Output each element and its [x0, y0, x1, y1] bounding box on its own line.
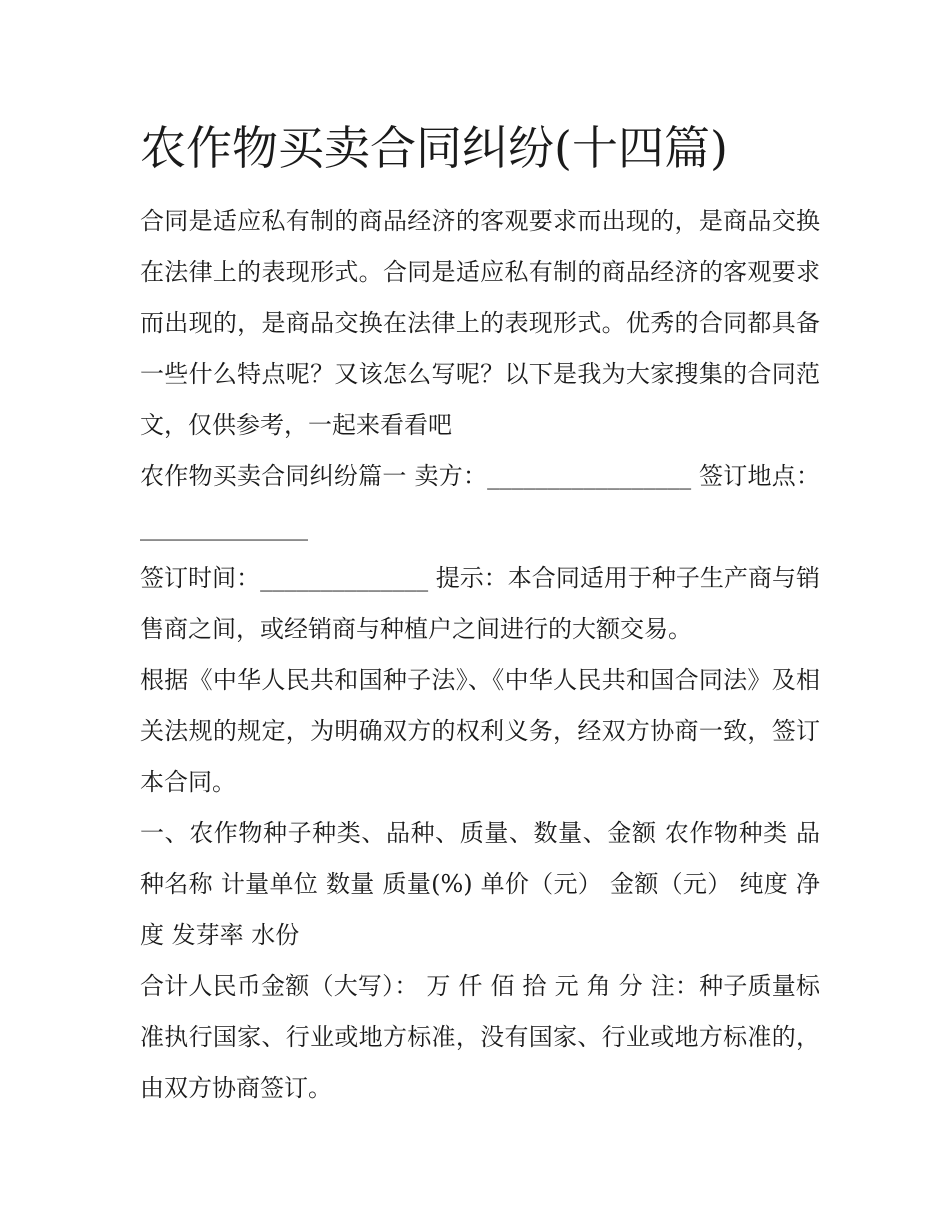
paragraph-seed-spec: 一、农作物种子种类、品种、质量、数量、金额 农作物种类 品种名称 计量单位 数量 质量(%) 单价（元） 金额（元） 纯度 净度 发芽率 水份 — [140, 819, 820, 949]
document-title: 农作物买卖合同纠纷(十四篇) — [140, 121, 728, 175]
paragraph-intro: 合同是适应私有制的商品经济的客观要求而出现的，是商品交换在法律上的表现形式。合同是适应私有制的商品经济的客观要求而出现的，是商品交换在法律上的表现形式。优秀的合同都具备一些什么特点呢？又该怎么写呢？以下是我为大家搜集的合同范文，仅供参考，一起来看看吧 — [140, 207, 820, 439]
paragraph-sign-time: 签订时间：______________ 提示：本合同适用于种子生产商与销售商之间，或经销商与种植户之间进行的大额交易。 — [140, 564, 820, 643]
paragraph-total-amount: 合计人民币金额（大写）： 万 仟 佰 拾 元 角 分 注：种子质量标准执行国家、行业或地方标准，没有国家、行业或地方标准的，由双方协商签订。 — [140, 972, 820, 1102]
paragraph-legal-basis: 根据《中华人民共和国种子法》、《中华人民共和国合同法》及相关法规的规定，为明确双方的权利义务，经双方协商一致，签订本合同。 — [140, 666, 820, 796]
document-page — [140, 112, 820, 1114]
paragraph-seller-location: 农作物买卖合同纠纷篇一 卖方：_________________ 签订地点：______________ — [140, 462, 820, 541]
